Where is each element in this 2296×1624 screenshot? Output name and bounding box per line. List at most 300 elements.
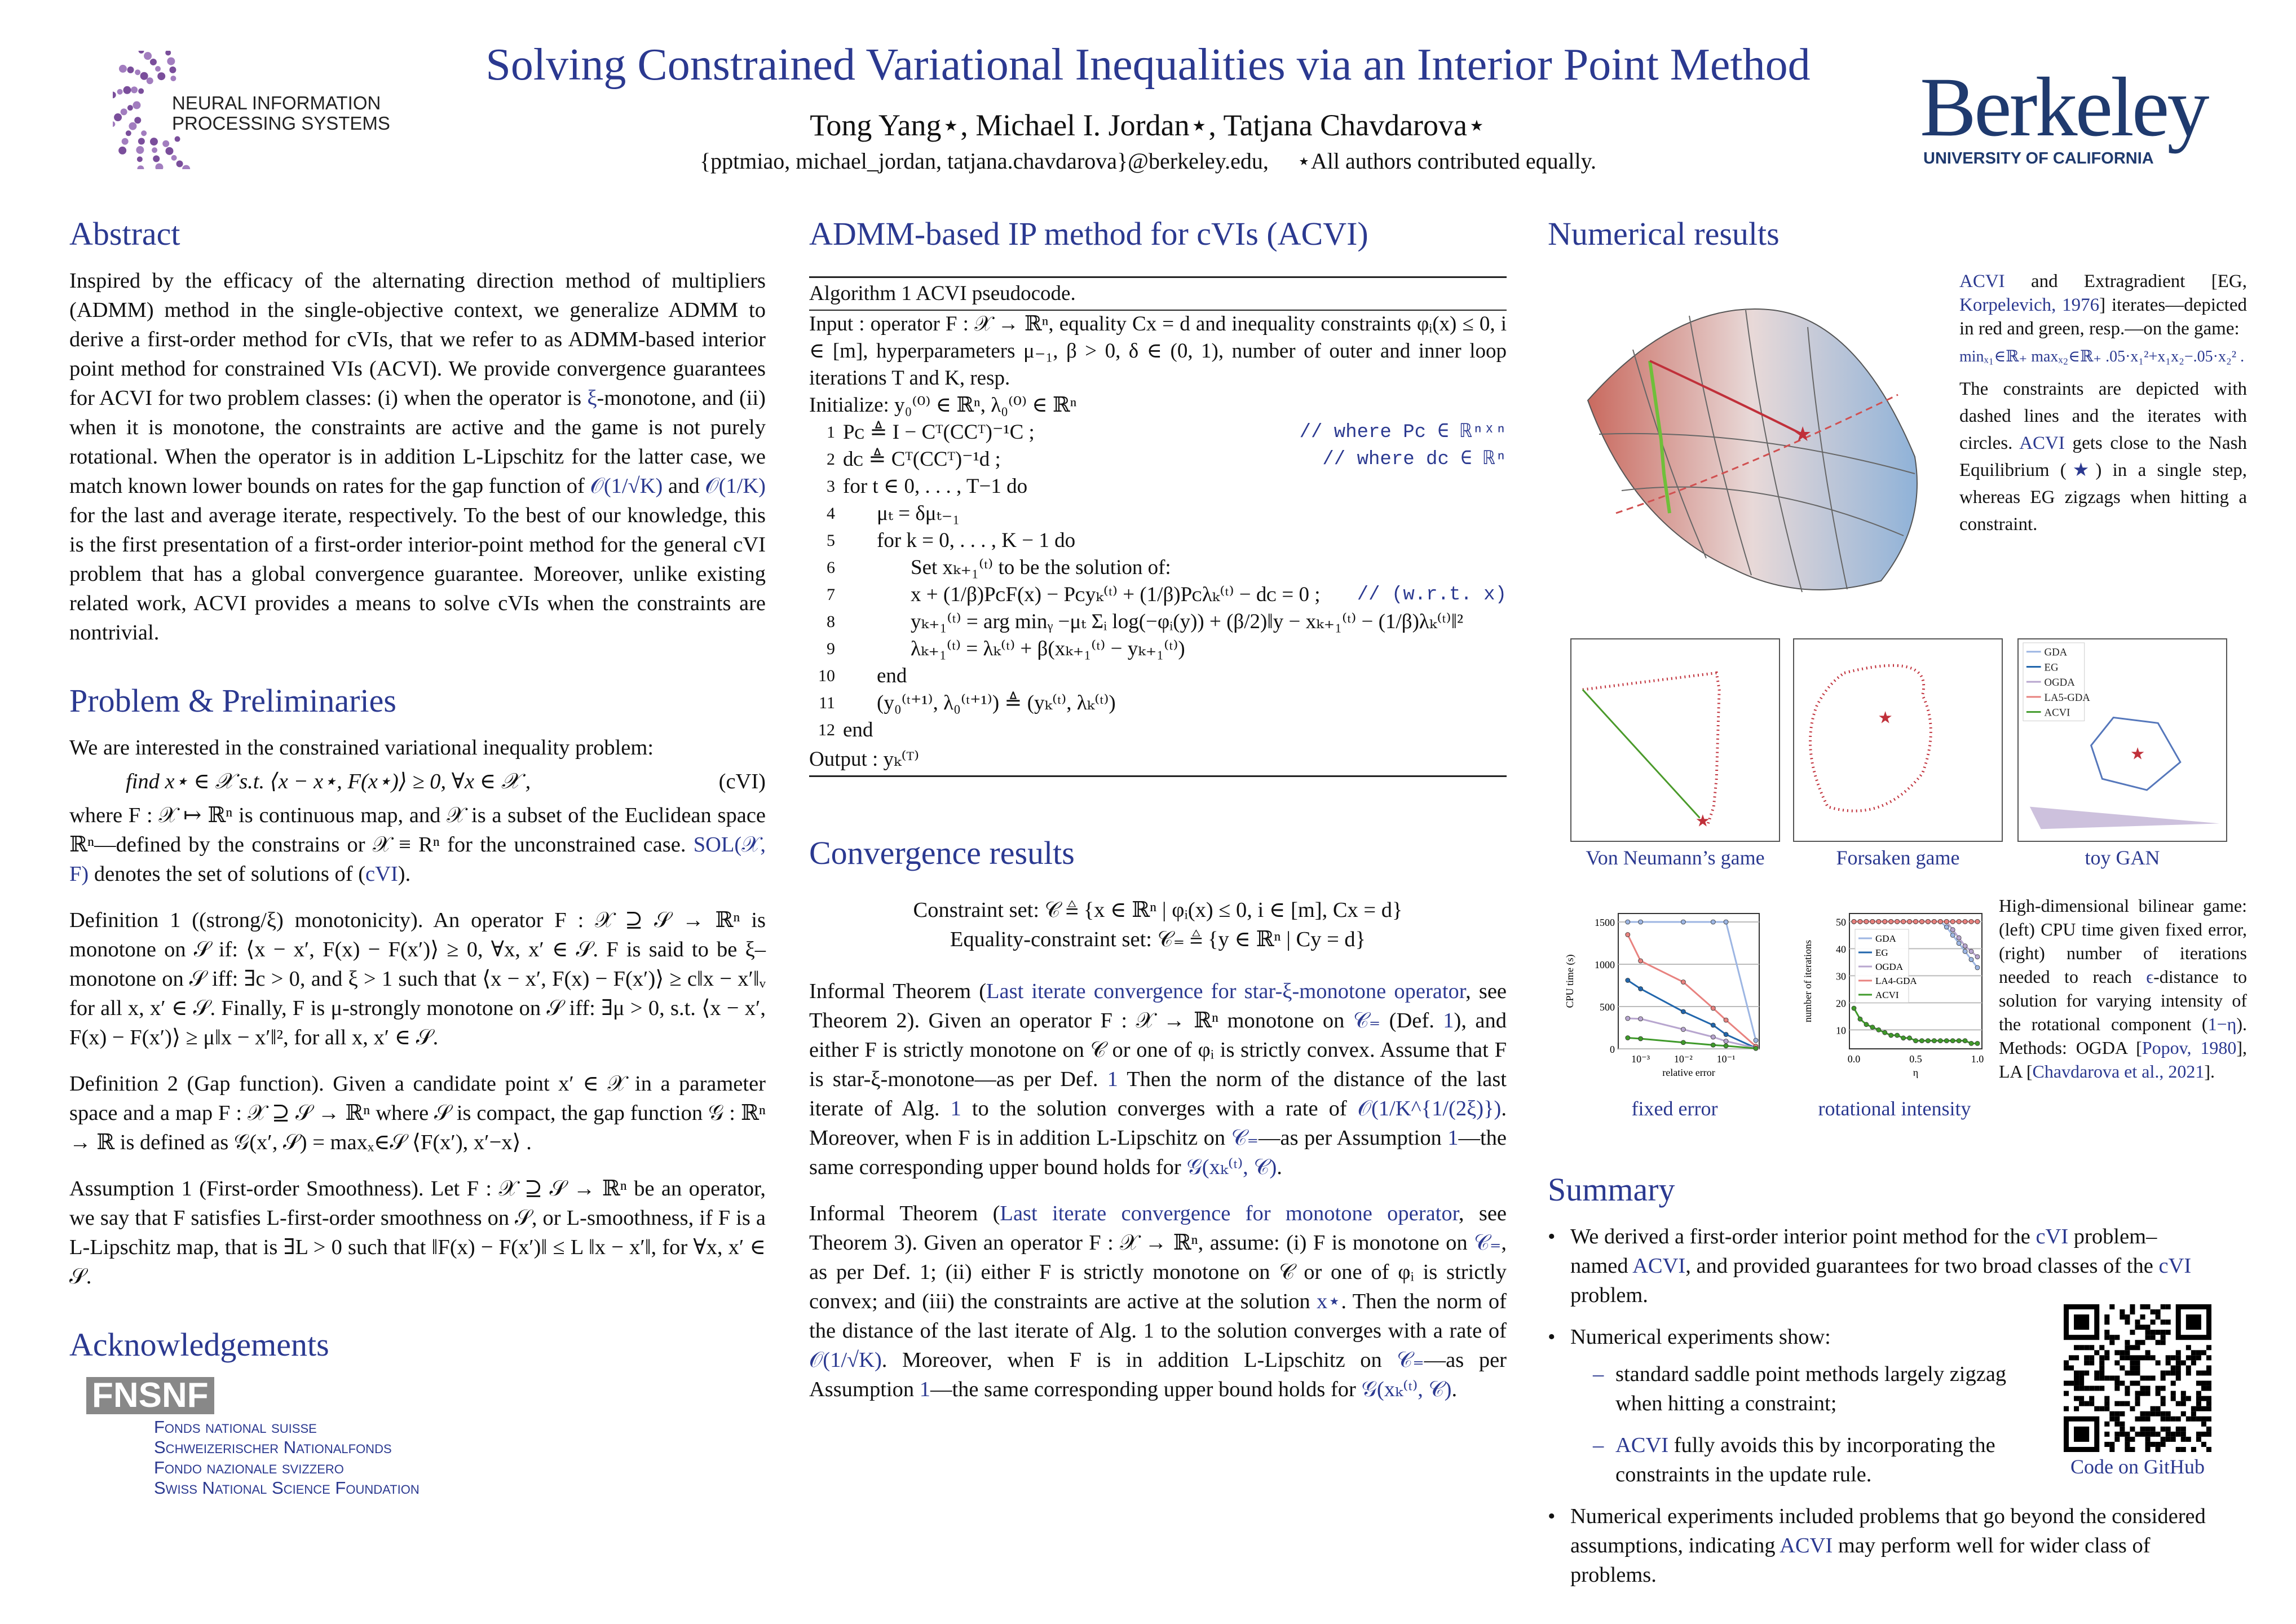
qr-module — [2074, 1345, 2079, 1350]
qr-module — [2206, 1370, 2211, 1375]
data-point-la4-gda — [1919, 919, 1924, 924]
data-point-gda — [1711, 920, 1715, 924]
qr-module — [2130, 1365, 2135, 1370]
data-point-la4-gda — [1864, 919, 1869, 924]
x-axis-label: relative error — [1662, 1067, 1715, 1078]
qr-module — [2130, 1370, 2135, 1375]
text-segment: . — [1277, 1155, 1282, 1179]
text-segment: —the same corresponding upper bound holds for — [930, 1378, 1362, 1401]
constraint-set: Constraint set: 𝒞 ≜ {x ∈ ℝⁿ | φᵢ(x) ≤ 0, i ∈ [m], Cx = d} — [913, 898, 1403, 922]
link-text[interactable]: ★ — [2066, 460, 2096, 480]
qr-module — [2145, 1330, 2151, 1335]
qr-module — [2196, 1370, 2201, 1375]
text-segment: , and provided guarantees for two broad classes of the — [1685, 1254, 2159, 1278]
qr-module — [2181, 1427, 2186, 1432]
data-point-acvi — [1975, 1041, 1980, 1045]
link-text[interactable]: 1−η — [2207, 1014, 2237, 1034]
qr-module — [2104, 1422, 2109, 1427]
line-code: Set xₖ₊₁⁽ᵗ⁾ to be the solution of: — [911, 556, 1171, 579]
text-segment: Then the norm of the distance of the last iterate of Alg. — [809, 1067, 1507, 1120]
data-point-gda — [1754, 1038, 1758, 1043]
qr-module — [2176, 1370, 2181, 1375]
logo-dot — [165, 51, 171, 56]
legend-label: LA5-GDA — [2044, 691, 2090, 704]
numerical-heading: Numerical results — [1548, 215, 1780, 252]
qr-module — [2120, 1432, 2125, 1437]
algorithm-lines — [809, 419, 1507, 744]
data-point-gda — [1975, 965, 1980, 970]
qr-module — [2120, 1381, 2125, 1386]
problem-intro: We are interested in the constrained variational inequality problem: — [69, 736, 654, 760]
line-number: 1 — [827, 423, 835, 442]
qr-module — [2176, 1350, 2181, 1355]
x-tick-label: 0.0 — [1847, 1053, 1861, 1065]
text-segment: . Moreover, when F is in addition L-Lipschitz on — [809, 1097, 1507, 1150]
line-number: 2 — [827, 450, 835, 469]
link-text[interactable]: 𝒢(xₖ⁽ᵗ⁾, 𝒞) — [1361, 1378, 1452, 1401]
qr-module — [2166, 1304, 2171, 1309]
qr-module — [2104, 1335, 2109, 1340]
qr-module — [2104, 1320, 2109, 1325]
qr-module — [2104, 1314, 2109, 1320]
qr-module — [2104, 1406, 2109, 1411]
qr-module — [2156, 1442, 2161, 1447]
qr-module — [2109, 1447, 2114, 1452]
qr-module — [2176, 1416, 2181, 1422]
qr-module — [2074, 1381, 2079, 1386]
qr-module — [2099, 1360, 2104, 1365]
berkeley-wordmark: Berkeley — [1920, 60, 2207, 154]
link-text[interactable]: 1 — [950, 1097, 961, 1120]
link-text[interactable]: ξ — [587, 386, 597, 410]
qr-module — [2079, 1375, 2084, 1380]
text-segment: , see Theorem 3). Given an operator F : 𝒳 → ℝⁿ, assume: (i) F is monotone on — [809, 1202, 1507, 1255]
nash-star-icon: ★ — [1794, 423, 1812, 445]
text-segment: , as per Def. 1; (ii) either F is strictly monotone on 𝒞 or one of φᵢ is strictly convex; and (iii) the constraints are active at the solution — [809, 1231, 1507, 1313]
qr-module — [2084, 1355, 2089, 1360]
data-point-acvi — [1938, 1039, 1942, 1043]
qr-module — [2181, 1396, 2186, 1401]
data-point-ogda — [1950, 928, 1955, 932]
qr-module — [2099, 1375, 2104, 1380]
qr-module — [2135, 1370, 2140, 1375]
qr-module — [2104, 1396, 2109, 1401]
qr-module — [2176, 1355, 2181, 1360]
data-point-gda — [1950, 933, 1955, 937]
link-text[interactable]: Last iterate convergence for star-ξ-monotone operator — [986, 979, 1466, 1003]
link-text[interactable]: cVI — [2158, 1254, 2192, 1278]
link-text[interactable]: x⋆ — [1316, 1290, 1341, 1313]
text-segment: ), and either F is strictly monotone on 𝒞 or one of φᵢ is strictly convex. Assume that F is star-ξ-monotone—as per Def. — [809, 1009, 1507, 1091]
authors: Tong Yang⋆, Michael I. Jordan⋆, Tatjana Chavdarova⋆ — [810, 108, 1486, 142]
text-segment: problem–named — [1570, 1225, 2157, 1278]
panel-caption: Von Neumann’s game — [1586, 846, 1765, 869]
y-tick-label: 40 — [1836, 943, 1846, 955]
qr-module — [2201, 1370, 2206, 1375]
summary-item-text: Numerical experiments show: — [1570, 1325, 1831, 1349]
text-segment: -distance to solution for varying intensity of the rotational component ( — [1999, 967, 2248, 1034]
snsf-line: Fonds national suisse — [154, 1417, 317, 1437]
logo-dot — [144, 52, 152, 60]
qr-module — [2145, 1437, 2151, 1442]
data-point-la4-gda — [1639, 959, 1643, 963]
link-text[interactable]: 𝒪(1/K) — [705, 474, 766, 498]
link-text[interactable]: SOL(𝒳, F) — [69, 833, 766, 886]
link-text[interactable]: ACVI — [1959, 271, 2005, 292]
qr-module — [2120, 1314, 2125, 1320]
qr-module — [2151, 1427, 2156, 1432]
qr-module — [2140, 1340, 2145, 1345]
qr-module — [2079, 1386, 2084, 1391]
algorithm-output: Output : yₖ⁽ᵀ⁾ — [809, 748, 920, 771]
qr-module — [2109, 1375, 2114, 1380]
qr-module — [2166, 1370, 2171, 1375]
qr-module — [2135, 1416, 2140, 1422]
qr-module — [2079, 1401, 2084, 1406]
qr-module — [2140, 1427, 2145, 1432]
qr-module — [2181, 1447, 2186, 1452]
qr-module — [2191, 1416, 2196, 1422]
line-code: μₜ = δμₜ₋₁ — [877, 502, 960, 525]
qr-module — [2104, 1432, 2109, 1437]
qr-module — [2130, 1304, 2135, 1309]
link-text[interactable]: 1 — [1443, 1009, 1454, 1032]
qr-module — [2171, 1391, 2176, 1396]
qr-module — [2120, 1401, 2125, 1406]
qr-module — [2151, 1442, 2156, 1447]
qr-module — [2186, 1345, 2191, 1350]
qr-module — [2151, 1432, 2156, 1437]
qr-module — [2201, 1386, 2206, 1391]
qr-module — [2099, 1370, 2104, 1375]
line-code: x + (1/β)PᴄF(x) − Pᴄyₖ⁽ᵗ⁾ + (1/β)Pᴄλₖ⁽ᵗ⁾ − dᴄ = 0 ; — [911, 583, 1321, 606]
line-number: 10 — [818, 667, 835, 685]
text-segment: Informal Theorem ( — [809, 979, 987, 1003]
qr-module — [2206, 1381, 2211, 1386]
link-text[interactable]: 𝒢(xₖ⁽ᵗ⁾, 𝒞) — [1186, 1155, 1277, 1179]
qr-module — [2125, 1340, 2130, 1345]
text-segment: Assumption 1 (First-order Smoothness). Let F : 𝒳 ⊇ 𝒮 → ℝⁿ be an operator, we say that F satisfies L-first-order smoothness on 𝒮, or L-smoothness, if F is a L-Lipschitz map, that is ∃L > 0 such that ‖F(x) − F(x′)‖ ≤ L ‖x − x′‖, for ∀x, x′ ∈ 𝒮. — [69, 1177, 766, 1288]
link-text[interactable]: 𝒪(1/K^{1/(2ξ)}) — [1357, 1097, 1502, 1120]
qr-module — [2145, 1447, 2151, 1452]
data-point-gda — [1724, 920, 1728, 924]
qr-module — [2151, 1335, 2156, 1340]
qr-module — [2135, 1365, 2140, 1370]
logo-dot — [155, 66, 161, 72]
data-point-acvi — [1681, 1040, 1685, 1045]
qr-module — [2151, 1309, 2156, 1314]
data-point-acvi — [1926, 1039, 1930, 1043]
qr-module — [2201, 1422, 2206, 1427]
summary-heading: Summary — [1548, 1171, 1675, 1208]
qr-module — [2145, 1304, 2151, 1309]
qr-module — [2196, 1350, 2201, 1355]
qr-module — [2114, 1360, 2120, 1365]
qr-module — [2079, 1381, 2084, 1386]
link-text[interactable]: 𝒪(1/√K) — [809, 1348, 882, 1372]
text-segment: ] iterates—depicted in red and green, resp.—on the game: — [1959, 295, 2247, 339]
numerical-desc — [1959, 376, 2247, 538]
data-point-gda — [1639, 920, 1643, 924]
qr-module — [2130, 1427, 2135, 1432]
qr-module — [2135, 1340, 2140, 1345]
snsf-logo-text: FNSNF — [92, 1376, 209, 1415]
qr-module — [2114, 1386, 2120, 1391]
data-point-gda — [1957, 941, 1961, 946]
data-point-acvi — [1908, 1036, 1912, 1040]
text-segment: -monotone, and (ii) when it is monotone, the constraints are active and the game is not purely rotational. When the operator is in addition L-Lipschitz for the latter case, we match known lower bounds on rates for the gap function of — [69, 386, 766, 498]
text-segment: may perform well for wider class of problems. — [1570, 1534, 2151, 1587]
text-segment: fully avoids this by incorporating the constraints in the update rule. — [1615, 1433, 1995, 1486]
data-point-ogda — [1681, 1027, 1685, 1032]
game-formula: minₓ₁∈ℝ₊ maxₓ₂∈ℝ₊ .05·x₁²+x₁x₂−.05·x₂² . — [1959, 348, 2245, 365]
text-segment: (Def. — [1380, 1009, 1443, 1032]
qr-module — [2176, 1427, 2181, 1432]
qr-module — [2125, 1386, 2130, 1391]
convergence-heading: Convergence results — [809, 835, 1075, 871]
panel-caption: toy GAN — [2085, 846, 2160, 869]
qr-module — [2120, 1355, 2125, 1360]
cvi-formula: find x⋆ ∈ 𝒳 s.t. ⟨x − x⋆, F(x⋆)⟩ ≥ 0, ∀x ∈ 𝒳 , — [126, 770, 531, 793]
legend-label: EG — [2044, 661, 2059, 674]
link-text[interactable]: ACVI — [1780, 1534, 1833, 1557]
qr-module — [2125, 1350, 2130, 1355]
qr-module — [2135, 1401, 2140, 1406]
qr-module — [2079, 1370, 2084, 1375]
data-point-la4-gda — [1895, 919, 1900, 924]
qr-module — [2114, 1375, 2120, 1380]
qr-module — [2161, 1411, 2166, 1416]
line-code: end — [877, 664, 907, 687]
qr-module — [2206, 1432, 2211, 1437]
informal-theorem-2 — [809, 1199, 1507, 1404]
text-segment: Definition 2 (Gap function). Given a candidate point x′ ∈ 𝒳 in a parameter space and a map F : 𝒳 ⊇ 𝒮 → ℝⁿ where 𝒮 is compact, the gap function 𝒢 : ℝⁿ → ℝ is defined as 𝒢(x′, 𝒮) = maxₓ∈𝒮 ⟨F(x′), x′−x⟩ . — [69, 1072, 766, 1154]
data-point-ogda — [1711, 1035, 1715, 1039]
qr-module — [2191, 1360, 2196, 1365]
qr-module — [2161, 1427, 2166, 1432]
qr-module — [2114, 1437, 2120, 1442]
data-point-acvi — [1895, 1033, 1900, 1038]
line-code: end — [843, 718, 873, 742]
qr-module — [2114, 1422, 2120, 1427]
legend-label: OGDA — [2044, 677, 2075, 689]
link-text[interactable]: ACVI — [1632, 1254, 1686, 1278]
qr-module — [2074, 1406, 2079, 1411]
informal-theorem-1 — [809, 977, 1507, 1182]
algorithm-line — [809, 419, 1507, 446]
qr-module — [2191, 1411, 2196, 1416]
data-point-eg — [1626, 978, 1630, 983]
algorithm-line — [809, 581, 1507, 608]
text-segment: and — [663, 474, 705, 498]
qr-module — [2114, 1381, 2120, 1386]
data-point-acvi — [1876, 1027, 1881, 1032]
link-text[interactable]: cVI — [365, 862, 398, 886]
text-segment: gets close to the Nash Equilibrium ( — [1959, 433, 2247, 480]
qr-module — [2206, 1401, 2211, 1406]
line-comment: // where dᴄ ∈ ℝⁿ — [1322, 449, 1507, 470]
x-tick-label: 0.5 — [1909, 1053, 1922, 1065]
qr-module — [2140, 1375, 2145, 1380]
link-text[interactable]: 𝒞₌ — [1231, 1126, 1259, 1150]
qr-module — [2089, 1360, 2094, 1365]
qr-finder-center — [2074, 1427, 2089, 1442]
qr-module — [2130, 1330, 2135, 1335]
link-text[interactable]: cVI — [2036, 1225, 2069, 1248]
text-segment: ) in a single step, whereas EG zigzags when hitting a constraint. — [1959, 460, 2247, 535]
x-tick-label: 10⁻³ — [1631, 1053, 1650, 1065]
data-point-gda — [1681, 920, 1685, 924]
data-point-acvi — [1901, 1036, 1906, 1040]
link-text[interactable]: ϵ — [2146, 967, 2154, 987]
qr-module — [2099, 1386, 2104, 1391]
qr-module — [2135, 1396, 2140, 1401]
qr-module — [2109, 1442, 2114, 1447]
data-point-acvi — [1858, 1017, 1862, 1021]
qr-module — [2151, 1320, 2156, 1325]
qr-module — [2064, 1391, 2069, 1396]
link-text[interactable]: Chavdarova et al., 2021 — [2032, 1061, 2205, 1082]
acvi-path — [1583, 690, 1700, 818]
qr-module — [2151, 1411, 2156, 1416]
qr-module — [2191, 1447, 2196, 1452]
qr-module — [2161, 1442, 2166, 1447]
link-text[interactable]: ACVI — [2019, 433, 2065, 453]
qr-module — [2201, 1406, 2206, 1411]
logo-dot — [170, 76, 176, 81]
link-text[interactable]: 1 — [1447, 1126, 1459, 1150]
link-text[interactable]: 1 — [919, 1378, 930, 1401]
qr-module — [2206, 1427, 2211, 1432]
qr-module — [2176, 1432, 2181, 1437]
qr-module — [2156, 1447, 2161, 1452]
snsf-line: Swiss National Science Foundation — [154, 1478, 420, 1498]
qr-module — [2171, 1432, 2176, 1437]
qr-module — [2196, 1381, 2201, 1386]
link-text[interactable]: 𝒞₌ — [1353, 1009, 1381, 1032]
qr-module — [2151, 1406, 2156, 1411]
data-point-acvi — [1950, 1039, 1955, 1043]
qr-module — [2130, 1381, 2135, 1386]
link-text[interactable]: 𝒞₌ — [1473, 1231, 1502, 1255]
data-point-la4-gda — [1944, 919, 1949, 924]
logo-dot — [113, 91, 116, 98]
qr-module — [2109, 1416, 2114, 1422]
column-right — [1548, 214, 2247, 266]
data-point-la4-gda — [1724, 1018, 1728, 1022]
abstract-text — [69, 266, 766, 647]
link-text[interactable]: Popov, 1980 — [2142, 1038, 2237, 1058]
von-neumann-panel — [1570, 638, 1780, 842]
qr-module — [2109, 1335, 2114, 1340]
logo-dot — [147, 77, 153, 84]
text-segment: ], LA [ — [1999, 1038, 2248, 1082]
x-tick-label: 1.0 — [1971, 1053, 1984, 1065]
link-text[interactable]: Last iterate convergence for monotone operator — [1000, 1202, 1459, 1225]
assumption-1 — [69, 1174, 766, 1291]
link-text[interactable]: 𝒪(1/√K) — [590, 474, 663, 498]
qr-module — [2145, 1386, 2151, 1391]
qr-module — [2181, 1360, 2186, 1365]
qr-module — [2125, 1447, 2130, 1452]
data-point-acvi — [1711, 1043, 1715, 1047]
text-segment: —as per Assumption — [809, 1348, 1507, 1401]
qr-module — [2130, 1360, 2135, 1365]
qr-module — [2064, 1360, 2069, 1365]
algorithm-line — [809, 473, 1507, 500]
qr-module — [2196, 1396, 2201, 1401]
qr-module — [2196, 1437, 2201, 1442]
qr-module — [2206, 1447, 2211, 1452]
qr-module — [2135, 1381, 2140, 1386]
data-point-acvi — [1870, 1025, 1875, 1030]
line-number: 3 — [827, 477, 835, 496]
summary-item — [1548, 1322, 2038, 1489]
qr-module — [2104, 1355, 2109, 1360]
qr-module — [2176, 1365, 2181, 1370]
qr-module — [2206, 1406, 2211, 1411]
x-axis-label: η — [1913, 1067, 1919, 1078]
line-code: (y₀⁽ᵗ⁺¹⁾, λ₀⁽ᵗ⁺¹⁾) ≜ (yₖ⁽ᵗ⁾, λₖ⁽ᵗ⁾) — [877, 691, 1116, 714]
qr-module — [2089, 1396, 2094, 1401]
panel-caption: Forsaken game — [1836, 846, 1960, 869]
data-point-ogda — [1639, 1017, 1643, 1021]
qr-module — [2161, 1340, 2166, 1345]
berkeley-logo — [1920, 60, 2207, 168]
summary-subitem — [1593, 1431, 2038, 1489]
qr-module — [2120, 1427, 2125, 1432]
data-point-ogda — [1724, 1039, 1728, 1044]
data-point-acvi — [1932, 1039, 1936, 1043]
column-middle — [809, 214, 1507, 1421]
snsf-lines — [154, 1417, 766, 1498]
link-text[interactable]: Korpelevich, 1976 — [1959, 295, 2100, 315]
logo-dot — [138, 89, 144, 94]
qr-finder-center — [2074, 1314, 2089, 1330]
qr-module — [2186, 1437, 2191, 1442]
qr-module — [2125, 1432, 2130, 1437]
text-segment: We derived a first-order interior point method for the — [1570, 1225, 2036, 1248]
text-segment: Numerical experiments included problems that go beyond the considered assumptions, indicating — [1570, 1504, 2206, 1557]
qr-module — [2114, 1432, 2120, 1437]
data-point-acvi — [1889, 1033, 1893, 1038]
text-segment: to the solution converges with a rate of — [961, 1097, 1358, 1120]
qr-module — [2109, 1304, 2114, 1309]
cvi-tag: (cVI) — [718, 770, 766, 793]
qr-module — [2145, 1335, 2151, 1340]
qr-module — [2125, 1437, 2130, 1442]
logo-dot — [139, 51, 144, 54]
github-qr-code-icon[interactable] — [2064, 1304, 2211, 1452]
text-segment: —as per Assumption — [1258, 1126, 1448, 1150]
line-code: Pᴄ ≜ I − Cᵀ(CCᵀ)⁻¹C ; — [843, 421, 1035, 444]
text-segment: ). Methods: OGDA [ — [1999, 1014, 2247, 1058]
link-text[interactable]: 𝒞₌ — [1397, 1348, 1424, 1372]
link-text[interactable]: ACVI — [1615, 1433, 1669, 1457]
data-point-ogda — [1963, 944, 1967, 948]
qr-module — [2120, 1350, 2125, 1355]
qr-module — [2176, 1360, 2181, 1365]
code-on-github-link[interactable]: Code on GitHub — [2070, 1455, 2205, 1478]
link-text[interactable]: 1 — [1107, 1067, 1118, 1091]
summary-sublist — [1593, 1360, 2038, 1489]
qr-module — [2089, 1386, 2094, 1391]
qr-module — [2104, 1375, 2109, 1380]
data-point-eg — [1711, 1023, 1715, 1027]
legend-label: GDA — [2044, 646, 2068, 659]
text-segment: and Extragradient [EG, — [2004, 271, 2247, 292]
qr-module — [2140, 1432, 2145, 1437]
